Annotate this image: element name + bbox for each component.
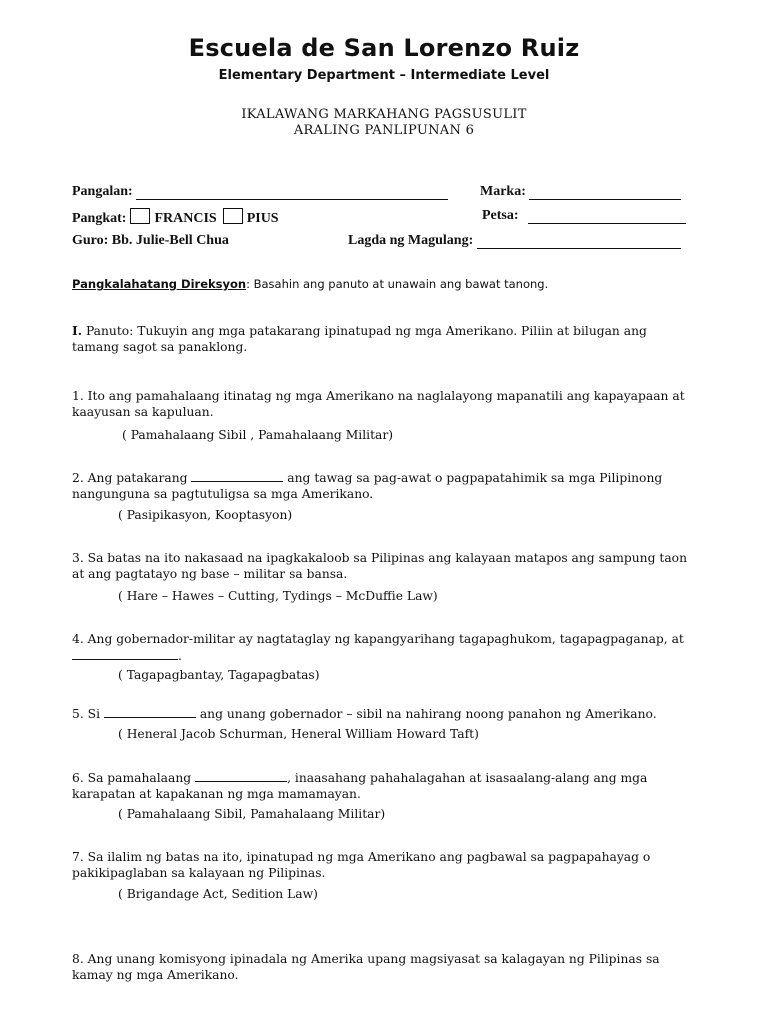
question-2-choices: ( Pasipikasyon, Kooptasyon) xyxy=(118,508,293,522)
name-field[interactable] xyxy=(136,185,448,200)
question-6-choices: ( Pamahalaang Sibil, Pamahalaang Militar) xyxy=(118,807,386,821)
general-direction-text: : Basahin ang panuto at unawain ang bawat tanong. xyxy=(246,277,549,291)
score-label: Marka: xyxy=(480,184,526,199)
question-text: 3. Sa batas na ito nakasaad na ipagkakaloob sa Pilipinas ang kalayaan matapos ang sampung taon at ang pagtatayo ng base – militar sa bansa. xyxy=(72,551,687,581)
question-4-choices: ( Tagapagbantay, Tagapagbatas) xyxy=(118,668,320,682)
question-2 xyxy=(72,469,692,502)
section-option-pius: PIUS xyxy=(246,211,279,226)
score-row xyxy=(480,184,681,200)
score-field[interactable] xyxy=(529,185,681,200)
parent-signature-field[interactable] xyxy=(477,234,681,249)
name-label: Pangalan: xyxy=(72,184,133,199)
question-6 xyxy=(72,769,692,802)
name-row xyxy=(72,184,448,200)
answer-blank[interactable] xyxy=(195,769,287,782)
question-3-choices: ( Hare – Hawes – Cutting, Tydings – McDuffie Law) xyxy=(118,589,438,603)
answer-blank[interactable] xyxy=(104,705,196,718)
question-1-choices: ( Pamahalaang Sibil , Pamahalaang Militar) xyxy=(122,428,394,442)
answer-blank[interactable] xyxy=(191,469,283,482)
question-text-after: ang unang gobernador – sibil na nahirang noong panahon ng Amerikano. xyxy=(195,707,657,721)
school-name: Escuela de San Lorenzo Ruiz xyxy=(188,34,580,62)
question-text-before: 4. Ang gobernador-militar ay nagtataglay ng kapangyarihang tagapaghukom, tagapagpaganap, at xyxy=(72,632,684,646)
section-pius-checkbox[interactable] xyxy=(223,208,243,224)
department-label: Elementary Department – Intermediate Level xyxy=(218,68,550,83)
section-label: Pangkat: xyxy=(72,211,127,226)
date-label: Petsa: xyxy=(482,208,519,223)
question-text-before: 5. Si xyxy=(72,707,104,721)
question-5 xyxy=(72,705,692,722)
general-direction xyxy=(72,275,548,293)
question-7-choices: ( Brigandage Act, Sedition Law) xyxy=(118,887,318,901)
question-text-before: 6. Sa pamahalaang xyxy=(72,771,196,785)
question-4 xyxy=(72,631,692,664)
section-francis-checkbox[interactable] xyxy=(130,208,150,224)
parent-signature-label: Lagda ng Magulang: xyxy=(348,233,474,248)
question-7 xyxy=(72,849,692,881)
question-5-choices: ( Heneral Jacob Schurman, Heneral William Howard Taft) xyxy=(118,727,479,741)
general-direction-label: Pangkalahatang Direksyon xyxy=(72,277,247,291)
question-1 xyxy=(72,388,692,420)
question-text: 7. Sa ilalim ng batas na ito, ipinatupad ng mga Amerikano ang pagbawal sa pagpapahayag o pakikipaglaban sa kalayaan ng Pilipinas. xyxy=(72,850,651,880)
exam-title: IKALAWANG MARKAHANG PAGSUSULIT xyxy=(241,107,527,122)
part1-instruction-text: Panuto: Tukuyin ang mga patakarang ipinatupad ng mga Amerikano. Piliin at bilugan ang tamang sagot sa panaklong. xyxy=(72,324,647,354)
teacher-label: Guro: Bb. Julie-Bell Chua xyxy=(72,233,229,248)
date-row xyxy=(482,208,686,224)
question-text: 1. Ito ang pamahalaang itinatag ng mga Amerikano na naglalayong mapanatili ang kapayapaan at kaayusan sa kapuluan. xyxy=(72,389,685,419)
question-8 xyxy=(72,951,692,983)
answer-blank[interactable] xyxy=(72,647,178,660)
question-text: 8. Ang unang komisyong ipinadala ng Amerika upang magsiyasat sa kalagayan ng Pilipinas sa kamay ng mga Amerikano. xyxy=(72,952,660,982)
part1-instruction xyxy=(72,323,692,355)
question-text-after: , inaasahang pahahalagahan at isasaalang-alang ang mga karapatan at kapakanan ng mga mamamayan. xyxy=(72,771,648,801)
signature-row xyxy=(348,233,681,249)
subject-title: ARALING PANLIPUNAN 6 xyxy=(293,123,475,138)
date-field[interactable] xyxy=(528,209,686,224)
section-row xyxy=(72,208,279,227)
question-text-after: ang tawag sa pag-awat o pagpapatahimik sa mga Pilipinong nangunguna sa pagtutuligsa sa mga Amerikano. xyxy=(72,471,663,501)
question-text-before: 2. Ang patakarang xyxy=(72,471,192,485)
part1-number: I. xyxy=(72,323,83,338)
section-option-francis: FRANCIS xyxy=(154,211,217,226)
question-text-after: . xyxy=(178,649,182,663)
question-3 xyxy=(72,550,692,582)
